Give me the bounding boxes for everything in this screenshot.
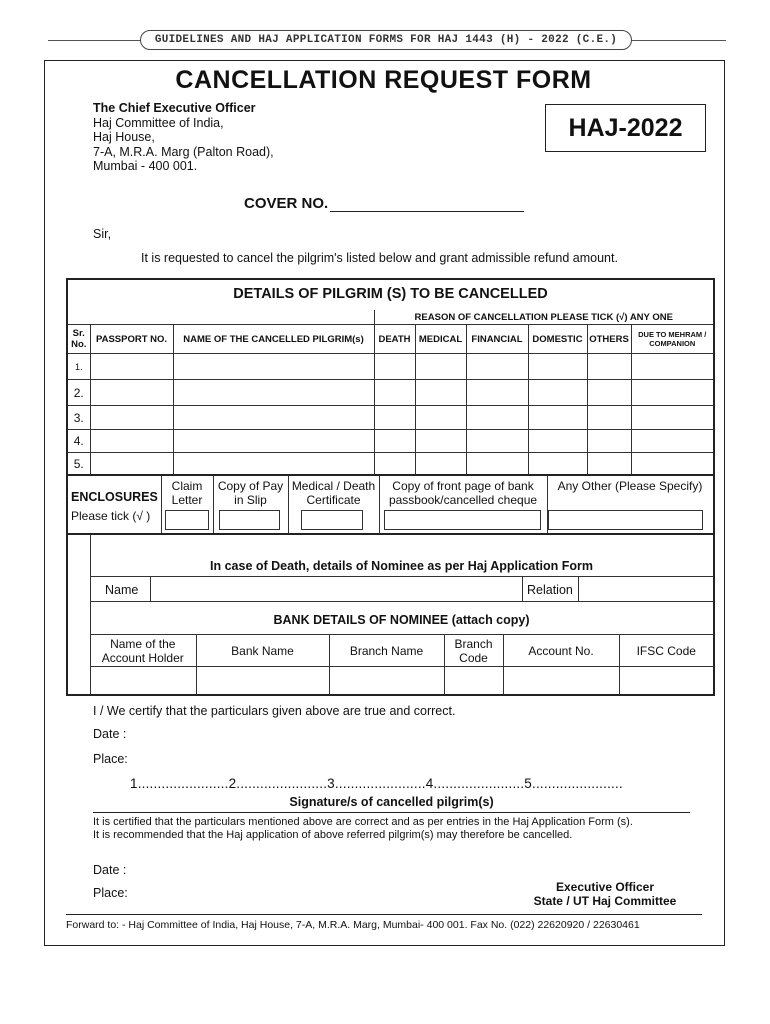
- bank-copy-label: Copy of front page of bank passbook/cancelled cheque: [388, 479, 538, 507]
- addressee-line: Mumbai - 400 001.: [93, 159, 198, 173]
- enclosures-label: ENCLOSURES: [71, 490, 158, 504]
- bank-details-table: [90, 634, 713, 694]
- tick-cell[interactable]: [466, 430, 528, 453]
- officer-org: State / UT Haj Committee: [533, 894, 677, 908]
- signature-caption: Signature/s of cancelled pilgrim(s): [289, 795, 494, 809]
- table-row: [90, 667, 713, 694]
- tick-cell[interactable]: [528, 354, 587, 380]
- bank-heading-rule: [90, 601, 713, 602]
- col-header-medical: MEDICAL: [415, 325, 466, 354]
- col-header-branch-name: Branch Name: [329, 635, 444, 667]
- tick-cell[interactable]: [528, 406, 587, 430]
- branch-code-field[interactable]: [444, 667, 503, 694]
- bank-name-field[interactable]: [196, 667, 329, 694]
- passport-cell[interactable]: [90, 354, 173, 380]
- pay-slip-checkbox[interactable]: [219, 510, 280, 530]
- enclosures-tick-hint: Please tick (√ ): [71, 509, 151, 523]
- tick-cell[interactable]: [374, 406, 415, 430]
- officer-signature-block: [500, 880, 710, 908]
- cover-number-blank[interactable]: [330, 197, 524, 212]
- col-header-sr: Sr. No.: [68, 325, 90, 354]
- tick-cell[interactable]: [631, 406, 713, 430]
- row-number: 4.: [68, 430, 90, 453]
- tick-cell[interactable]: [587, 453, 631, 476]
- date-label: Date :: [93, 727, 127, 741]
- salutation: Sir,: [93, 227, 112, 241]
- row-number: 1.: [68, 354, 90, 380]
- tick-cell[interactable]: [631, 354, 713, 380]
- col-header-death: DEATH: [374, 325, 415, 354]
- col-header-branch-code: Branch Code: [444, 635, 503, 667]
- nominee-relation-divider: [522, 576, 523, 601]
- tick-cell[interactable]: [466, 380, 528, 406]
- pay-slip-label: Copy of Pay in Slip: [217, 479, 284, 507]
- tick-cell[interactable]: [415, 453, 466, 476]
- cover-number-label: COVER NO.: [244, 195, 329, 212]
- haj-year-badge: HAJ-2022: [545, 104, 706, 152]
- account-holder-field[interactable]: [90, 667, 196, 694]
- recommendation-block: [93, 816, 633, 842]
- tick-cell[interactable]: [374, 380, 415, 406]
- tick-cell[interactable]: [374, 453, 415, 476]
- form-title: CANCELLATION REQUEST FORM: [175, 66, 592, 94]
- forward-to-footer: Forward to: - Haj Committee of India, Haj House, 7-A, M.R.A. Marg, Mumbai- 400 001. Fax No. (022) 22620920 / 22630461: [66, 919, 640, 931]
- guidelines-banner: GUIDELINES AND HAJ APPLICATION FORMS FOR HAJ 1443 (H) - 2022 (C.E.): [140, 30, 632, 50]
- name-cell[interactable]: [173, 430, 374, 453]
- nominee-relation-divider: [578, 576, 579, 601]
- claim-letter-checkbox[interactable]: [165, 510, 209, 530]
- nominee-rule: [68, 533, 713, 535]
- footer-rule: [66, 914, 702, 915]
- blank-header-cell: [68, 310, 374, 325]
- row-number: 2.: [68, 380, 90, 406]
- nominee-name-field[interactable]: [152, 577, 522, 600]
- table-row: [68, 354, 713, 380]
- pilgrim-table: [68, 310, 713, 476]
- addressee-line: The Chief Executive Officer: [93, 101, 256, 115]
- recommended-line: It is recommended that the Haj application of above referred pilgrim(s) may therefore be cancelled.: [93, 829, 573, 841]
- tick-cell[interactable]: [415, 380, 466, 406]
- ifsc-field[interactable]: [619, 667, 713, 694]
- tick-cell[interactable]: [415, 430, 466, 453]
- claim-letter-label: Claim Letter: [171, 479, 203, 507]
- tick-cell[interactable]: [587, 380, 631, 406]
- passport-cell[interactable]: [90, 380, 173, 406]
- col-header-ifsc: IFSC Code: [619, 635, 713, 667]
- place-label: Place:: [93, 752, 128, 766]
- col-header-name: NAME OF THE CANCELLED PILGRIM(s): [173, 325, 374, 354]
- bank-details-heading: BANK DETAILS OF NOMINEE (attach copy): [273, 613, 530, 627]
- other-enclosure-label: Any Other (Please Specify): [557, 479, 703, 493]
- row-number: 5.: [68, 453, 90, 476]
- other-enclosure-field[interactable]: [548, 510, 703, 530]
- name-cell[interactable]: [173, 406, 374, 430]
- col-header-financial: FINANCIAL: [466, 325, 528, 354]
- tick-cell[interactable]: [466, 354, 528, 380]
- table-row: [68, 430, 713, 453]
- col-header-account-no: Account No.: [503, 635, 619, 667]
- place-label-officer: Place:: [93, 886, 128, 900]
- addressee-line: Haj Committee of India,: [93, 115, 224, 130]
- tick-cell[interactable]: [631, 430, 713, 453]
- tick-cell[interactable]: [466, 406, 528, 430]
- nominee-heading: In case of Death, details of Nominee as per Haj Application Form: [210, 559, 593, 573]
- addressee-line: 7-A, M.R.A. Marg (Palton Road),: [93, 144, 274, 159]
- date-label-officer: Date :: [93, 863, 127, 877]
- tick-cell[interactable]: [528, 430, 587, 453]
- nominee-relation-label: Relation: [527, 583, 573, 597]
- name-cell[interactable]: [173, 354, 374, 380]
- certification-statement: I / We certify that the particulars given above are true and correct.: [93, 704, 456, 718]
- signature-lines[interactable]: 1.......................2.......................3.......................4.......................5.......................: [130, 776, 623, 791]
- pilgrim-section-heading: DETAILS OF PILGRIM (S) TO BE CANCELLED: [233, 286, 548, 302]
- enclosures-rule: [68, 474, 713, 476]
- tick-cell[interactable]: [466, 453, 528, 476]
- name-cell[interactable]: [173, 453, 374, 476]
- tick-cell[interactable]: [587, 406, 631, 430]
- col-header-account-holder: Name of the Account Holder: [90, 635, 196, 667]
- certified-line: It is certified that the particulars mentioned above are correct and as per entries in the Haj Application Form (s).: [93, 816, 633, 828]
- tick-cell[interactable]: [374, 430, 415, 453]
- tick-cell[interactable]: [528, 453, 587, 476]
- tick-cell[interactable]: [415, 406, 466, 430]
- account-no-field[interactable]: [503, 667, 619, 694]
- nominee-name-divider: [150, 576, 151, 601]
- bank-copy-checkbox[interactable]: [384, 510, 541, 530]
- signature-rule: [93, 812, 690, 813]
- tick-cell[interactable]: [374, 354, 415, 380]
- table-row: [68, 380, 713, 406]
- passport-cell[interactable]: [90, 430, 173, 453]
- passport-cell[interactable]: [90, 453, 173, 476]
- nominee-relation-field[interactable]: [580, 577, 710, 600]
- row-number: 3.: [68, 406, 90, 430]
- tick-cell[interactable]: [587, 430, 631, 453]
- tick-cell[interactable]: [587, 354, 631, 380]
- request-text: It is requested to cancel the pilgrim's listed below and grant admissible refund amount.: [141, 251, 618, 265]
- tick-cell[interactable]: [631, 453, 713, 476]
- passport-cell[interactable]: [90, 406, 173, 430]
- reason-heading: REASON OF CANCELLATION PLEASE TICK (√) ANY ONE: [374, 310, 713, 325]
- banner-rule-left: [48, 40, 142, 41]
- cover-number-field[interactable]: [244, 195, 524, 212]
- col-header-mehram: DUE TO MEHRAM / COMPANION: [631, 325, 713, 354]
- col-header-others: OTHERS: [587, 325, 631, 354]
- nominee-name-label: Name: [105, 583, 139, 597]
- table-row: [68, 453, 713, 476]
- name-cell[interactable]: [173, 380, 374, 406]
- death-certificate-label: Medical / Death Certificate: [291, 479, 376, 507]
- col-header-bank-name: Bank Name: [196, 635, 329, 667]
- col-header-domestic: DOMESTIC: [528, 325, 587, 354]
- col-header-passport: PASSPORT NO.: [90, 325, 173, 354]
- officer-title: Executive Officer: [555, 880, 655, 894]
- tick-cell[interactable]: [528, 380, 587, 406]
- table-row: [68, 406, 713, 430]
- pilgrim-details-section: [66, 278, 715, 696]
- death-certificate-checkbox[interactable]: [301, 510, 363, 530]
- addressee-block: [93, 101, 274, 174]
- tick-cell[interactable]: [631, 380, 713, 406]
- banner-rule-right: [630, 40, 726, 41]
- addressee-line: Haj House,: [93, 130, 155, 144]
- branch-name-field[interactable]: [329, 667, 444, 694]
- tick-cell[interactable]: [415, 354, 466, 380]
